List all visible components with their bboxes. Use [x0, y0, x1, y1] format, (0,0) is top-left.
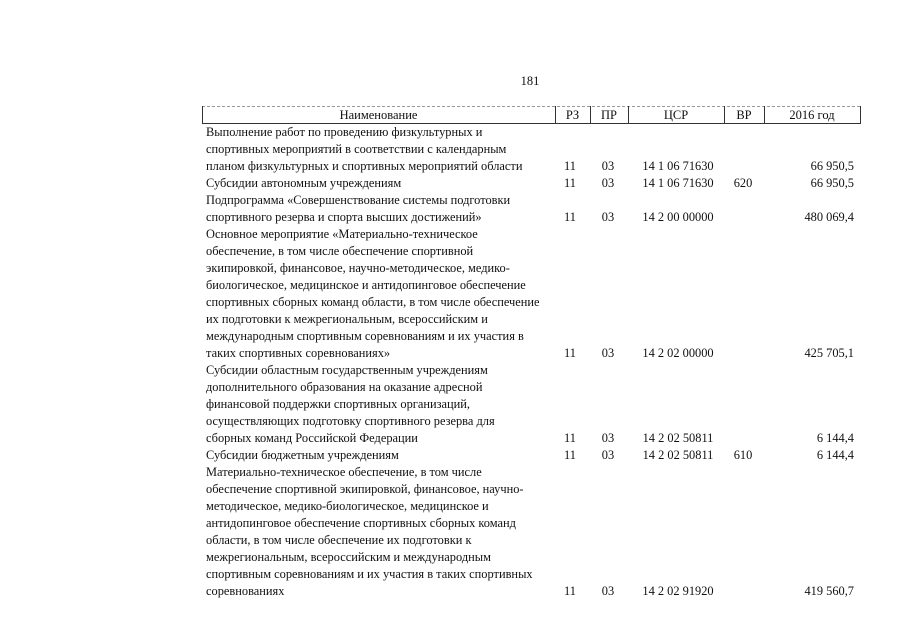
cell-pr: 03 — [601, 448, 615, 462]
table-row — [0, 124, 905, 175]
cell-csr: 14 2 02 91920 — [642, 584, 714, 598]
table-header — [202, 106, 862, 124]
cell-pr: 03 — [601, 210, 615, 224]
row-name-line: планом физкультурных и спортивных мероприятий области — [206, 159, 523, 173]
row-name-line: области, в том числе обеспечение их подготовки к — [206, 533, 472, 547]
table-row — [0, 362, 905, 447]
row-name-line: сборных команд Российской Федерации — [206, 431, 418, 445]
cell-rz: 11 — [564, 176, 576, 190]
cell-pr: 03 — [601, 431, 615, 445]
cell-vr: 620 — [733, 176, 753, 190]
row-name-line: их подготовки к межрегиональным, всероссийским и — [206, 312, 488, 326]
row-name-line: межрегиональным, всероссийским и международным — [206, 550, 491, 564]
cell-sum: 480 069,4 — [804, 210, 854, 224]
page-number: 181 — [520, 74, 540, 88]
cell-rz: 11 — [564, 431, 576, 445]
cell-rz: 11 — [564, 210, 576, 224]
header-csr: ЦСР — [663, 108, 689, 122]
cell-csr: 14 2 00 00000 — [642, 210, 714, 224]
cell-rz: 11 — [564, 448, 576, 462]
row-name-line: Подпрограмма «Совершенствование системы подготовки — [206, 193, 511, 207]
cell-sum: 425 705,1 — [804, 346, 854, 360]
cell-sum: 66 950,5 — [810, 176, 854, 190]
cell-vr: 610 — [733, 448, 753, 462]
cell-csr: 14 1 06 71630 — [642, 176, 714, 190]
cell-rz: 11 — [564, 584, 576, 598]
cell-pr: 03 — [601, 159, 615, 173]
cell-sum: 66 950,5 — [810, 159, 854, 173]
header-name: Наименование — [339, 108, 418, 122]
row-name — [206, 124, 556, 175]
cell-csr: 14 2 02 50811 — [642, 431, 714, 445]
row-name-line: таких спортивных соревнованиях» — [206, 346, 391, 360]
cell-sum: 419 560,7 — [804, 584, 854, 598]
table-row — [0, 464, 905, 600]
row-name — [206, 175, 556, 192]
row-name-line: спортивных сборных команд области, в том числе обеспечение — [206, 295, 540, 309]
table-row — [0, 226, 905, 362]
row-name-line: спортивным соревнованиям и их участия в таких спортивных — [206, 567, 533, 581]
cell-pr: 03 — [601, 584, 615, 598]
cell-csr: 14 2 02 00000 — [642, 346, 714, 360]
cell-rz: 11 — [564, 159, 576, 173]
cell-pr: 03 — [601, 346, 615, 360]
row-name-line: обеспечение, в том числе обеспечение спортивной — [206, 244, 474, 258]
row-name — [206, 362, 556, 447]
row-name-line: осуществляющих подготовку спортивного резерва для — [206, 414, 495, 428]
row-name-line: Субсидии автономным учреждениям — [206, 176, 402, 190]
row-name-line: международным спортивным соревнованиям и их участия в — [206, 329, 524, 343]
row-name-line: спортивного резерва и спорта высших достижений» — [206, 210, 482, 224]
row-name-line: биологическое, медицинское и антидопинговое обеспечение — [206, 278, 526, 292]
cell-rz: 11 — [564, 346, 576, 360]
row-name — [206, 226, 556, 362]
row-name-line: Субсидии областным государственным учреждениям — [206, 363, 488, 377]
row-name — [206, 464, 556, 600]
row-name-line: антидопинговое обеспечение спортивных сборных команд — [206, 516, 516, 530]
row-name — [206, 447, 556, 464]
cell-pr: 03 — [601, 176, 615, 190]
cell-csr: 14 1 06 71630 — [642, 159, 714, 173]
row-name-line: дополнительного образования на оказание адресной — [206, 380, 483, 394]
row-name-line: Материально-техническое обеспечение, в том числе — [206, 465, 482, 479]
row-name-line: обеспечение спортивной экипировкой, финансовое, научно- — [206, 482, 524, 496]
row-name-line: Выполнение работ по проведению физкультурных и — [206, 125, 483, 139]
table-row — [0, 447, 905, 464]
row-name-line: спортивных мероприятий в соответствии с календарным — [206, 142, 507, 156]
cell-csr: 14 2 02 50811 — [642, 448, 714, 462]
header-vr: ВР — [736, 108, 752, 122]
row-name-line: соревнованиях — [206, 584, 285, 598]
row-name — [206, 192, 556, 226]
cell-sum: 6 144,4 — [816, 431, 854, 445]
row-name-line: Основное мероприятие «Материально-техническое — [206, 227, 478, 241]
header-pr: ПР — [601, 108, 617, 122]
row-name-line: Субсидии бюджетным учреждениям — [206, 448, 399, 462]
header-rz: РЗ — [565, 108, 580, 122]
header-year: 2016 год — [789, 108, 835, 122]
row-name-line: экипировкой, финансовое, научно-методическое, медико- — [206, 261, 510, 275]
row-name-line: финансовой поддержки спортивных организаций, — [206, 397, 471, 411]
row-name-line: методическое, медико-биологическое, медицинское и — [206, 499, 489, 513]
table-row — [0, 175, 905, 192]
table-row — [0, 192, 905, 226]
cell-sum: 6 144,4 — [816, 448, 854, 462]
